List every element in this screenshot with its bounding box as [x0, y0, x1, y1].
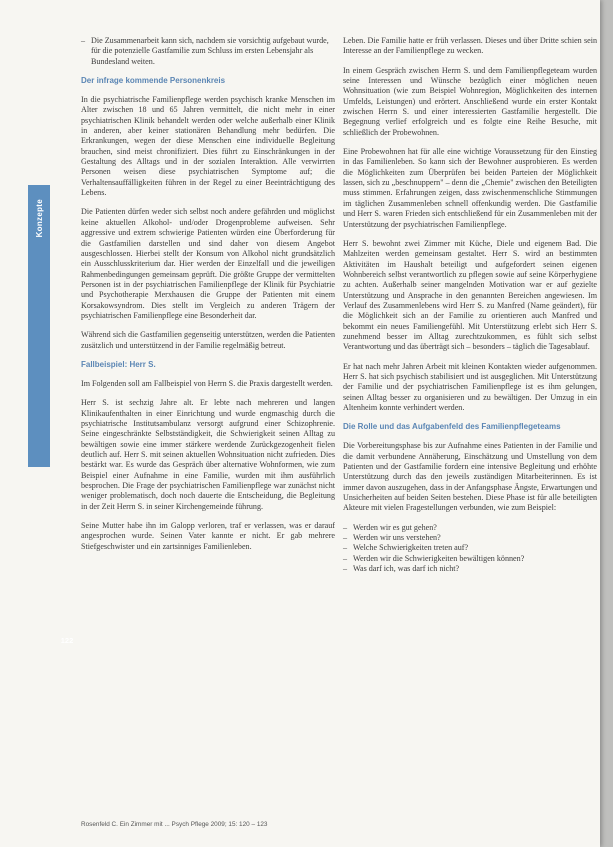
section-heading-personenkreis: Der infrage kommende Personenkreis	[81, 76, 226, 86]
paragraph: Herr S. ist sechzig Jahre alt. Er lebte nach mehreren und langen Klinikaufenthalten in einer Einrichtung und wurde engmaschig durch die psychiatrische Institutsambulanz versorgt aufgrund einer Schizophrenie. Seine eingeschränkte Selbstständigkeit, die Schwierigkeit seinen Alltag zu bewältigen sowie eine immer stärkere werdende Zurückgezogenheit fielen deutlich auf. Herr S. mit seinen aktuellen Wohnsituation nicht zufrieden. Dies bestärkt war. Es wurde das Gespräch über alternative Wohnformen, wie zum Beispiel einer Aufnahme in eine Familie, wurden mit ihm ausführlich besprochen. Die Frage der psychiatrischen Familienpflege war zunächst nicht weniger problematisch, doch noch dauerte die Entscheidung, die Begleitung in der Zeit Herrn S. in seiner Kirchengemeinde führung.	[81, 398, 335, 511]
section-heading-fallbeispiel: Fallbeispiel: Herr S.	[81, 359, 156, 369]
paragraph: In die psychiatrische Familienpflege werden psychisch kranke Menschen im Alter zwischen 18 und 65 Jahren vermittelt, die nicht mehr in einer psychiatrischen Klinik behandelt werden oder welche außerhalb einer Klinik in anderen, aber keiner stationären Behandlung mehr bedürfen. Die Erkrankungen, wegen der diese Menschen eine individuelle Begleitung brauchen, sind meist chronifiziert. Dies führt zu Einschränkungen in der Gestaltung des Alltags und in der sozialen Interaktion. Alle verwirrten Personen weisen diese psychiatrischen Symptome auf; die Verhaltensauffälligkeiten führen in der Regel zu einer Beeinträchtigung des Lebens.	[81, 95, 335, 198]
left-column	[81, 36, 335, 552]
section-tab	[28, 185, 74, 645]
right-column	[343, 36, 597, 583]
paragraph: Im Folgenden soll am Fallbeispiel von Herrn S. die Praxis dargestellt werden.	[81, 378, 333, 388]
paragraph: Leben. Die Familie hatte er früh verlassen. Dieses und über Dritte schien sein Interesse an der Familienpflege zu wecken.	[343, 36, 597, 56]
paragraph: Er hat nach mehr Jahren Arbeit mit kleinen Kontakten wieder aufgenommen. Herr S. hat sich psychisch stabilisiert und ist ausgeglichen. Mit Unterstützung der Familie und der psychiatrischen Familienpflege ist es ihm gelungen, seinen Alltag besser zu organisieren und zu bewältigen. Der Umzug in ein Altenheim konnte verhindert werden.	[343, 361, 597, 412]
footer-citation: Rosenfeld C. Ein Zimmer mit ... Psych Pflege 2009; 15: 120 – 123	[81, 821, 268, 828]
list-item: – Werden wir uns verstehen?	[343, 533, 597, 543]
list-item: – Welche Schwierigkeiten treten auf?	[343, 543, 597, 553]
intro-bullet-list	[81, 36, 335, 67]
list-item: – Werden wir die Schwierigkeiten bewältigen können?	[343, 554, 597, 564]
paragraph: Während sich die Gastfamilien gegenseitig unterstützen, werden die Patienten zusätzlich und unterstützend in der Familie regelmäßig betreut.	[81, 330, 335, 350]
section-heading-familienpflegeteam: Die Rolle und das Aufgabenfeld des Familienpflegeteams	[343, 422, 561, 432]
page-number: 122	[60, 636, 74, 645]
paragraph: Die Patienten dürfen weder sich selbst noch andere gefährden und möglichst keine aktuellen Alkohol- und/oder Drogenprobleme aufweisen. Sehr aggressive und extrem schwierige Patienten würden eine Überforderung für die Gastfamilien darstellen und sind daher von diesem Angebot ausgeschlossen. Hierbei stellt der Konsum von Alkohol nicht grundsätzlich ein Ausschlusskriterium dar. Hier werden der Einzelfall und die jeweiligen Rahmenbedingungen gemeinsam geprüft. Die größte Gruppe der vermittelten Personen ist in der psychiatrischen Familienpflege der Klinik für Psychiatrie und Psychotherapie Merxhausen die Gruppe der Patienten mit einem Korsakowsyndrom. Dies stellt im Vergleich zu anderen Trägern der psychiatrischen Familienpflege eine Besonderheit dar.	[81, 207, 335, 320]
question-bullet-list	[343, 523, 597, 575]
paragraph: Herr S. bewohnt zwei Zimmer mit Küche, Diele und eigenem Bad. Die Mahlzeiten werden gemeinsam gestaltet. Herr S. wird an bestimmten Aktivitäten im Haushalt beteiligt und aufgefordert seinen eigenen Wohnbereich selbst verantwortlich zu pflegen sowie auf seine Körperhygiene zu achten. Außerhalb seiner mangelnden Motivation war er auf gezielte Unterstützung und Ansprache in den genannten Bereichen angewiesen. Im Verlauf des Zusammenlebens wird Herr S. zu Manfred (Name geändert), für die Möglichkeit sich an der Familie zu orientieren auch Manfred und bekommt ein neues Familiengefühl. Mit Unterstützung erlebt sich Herr S. zunehmend besser im Alltag zurechtzukommen, es fühlt sich selbst Verantwortung und das überträgt sich – besonders – täglich die Tagesablauf.	[343, 238, 597, 352]
list-item: – Werden wir es gut gehen?	[343, 523, 597, 533]
paragraph: Eine Probewohnen hat für alle eine wichtige Voraussetzung für den Einstieg in das Familienleben. So kann sich der Bewohner ausprobieren. Es werden die Möglichkeiten zum Überprüfen bei beiden Parteien der Möglichkeit lassen, sich zu „beschnuppern" – denn die „Chemie" zwischen den Beteiligten muss stimmen. Erfahrungen zeigen, dass zwischenmenschliche Stimmungen im täglichen Zusammenleben schnell offenkundig werden. Die Gastfamilie und Herr S. waren Frieden sich entschließend für ein Zusammenleben mit der Unterstützung der psychiatrischen Familienpflege.	[343, 147, 597, 229]
paragraph: Die Vorbereitungsphase bis zur Aufnahme eines Patienten in der Familie und die damit verbundene Annäherung, Einschätzung und Umstellung von dem Patienten und der Gastfamilie fordern eine intensive Begleitung und erhöhte Unterstützung durch das den jeweils zuständigen Mitarbeiterinnen. Es ist immer davon auszugehen, dass in der Anfangsphase Ängste, Erwartungen und Unsicherheiten auf beiden Seiten bestehen. Diese Phase ist für alle beteiligten Akteure mit vielen Fragestellungen verbunden, wie zum Beispiel:	[343, 441, 597, 513]
list-item: – Die Zusammenarbeit kann sich, nachdem sie vorsichtig aufgebaut wurde, für die potenzielle Gastfamilie zum Schluss im ersten Lebensjahr als Bundesland weiten.	[81, 36, 335, 67]
paragraph: Seine Mutter habe ihn im Galopp verloren, traf er verlassen, was er darauf angesprochen wurde. Seinen Vater kannte er nicht. Er gab mehrere Stiefgeschwister und ein zartsinniges Familienleben.	[81, 521, 335, 551]
paragraph: In einem Gespräch zwischen Herrn S. und dem Familienpflegeteam wurden seine Interessen und Wünsche bezüglich einer möglichen neuen Wohnsituation (wie zum Beispiel Wohnregion, Möglichkeiten des internen Umfelds, Leistungen) und erörtert. Anschließend wurde ein erster Kontakt zwischen Herrn S. und einer interessierten Gastfamilie hergestellt. Die Begegnung verlief erfolgreich und es folgte eine Reihe Besuche, mit schließlich der Probewohnen.	[343, 65, 597, 137]
section-tab-label: Konzepte	[34, 198, 44, 238]
list-item: – Was darf ich, was darf ich nicht?	[343, 564, 597, 574]
